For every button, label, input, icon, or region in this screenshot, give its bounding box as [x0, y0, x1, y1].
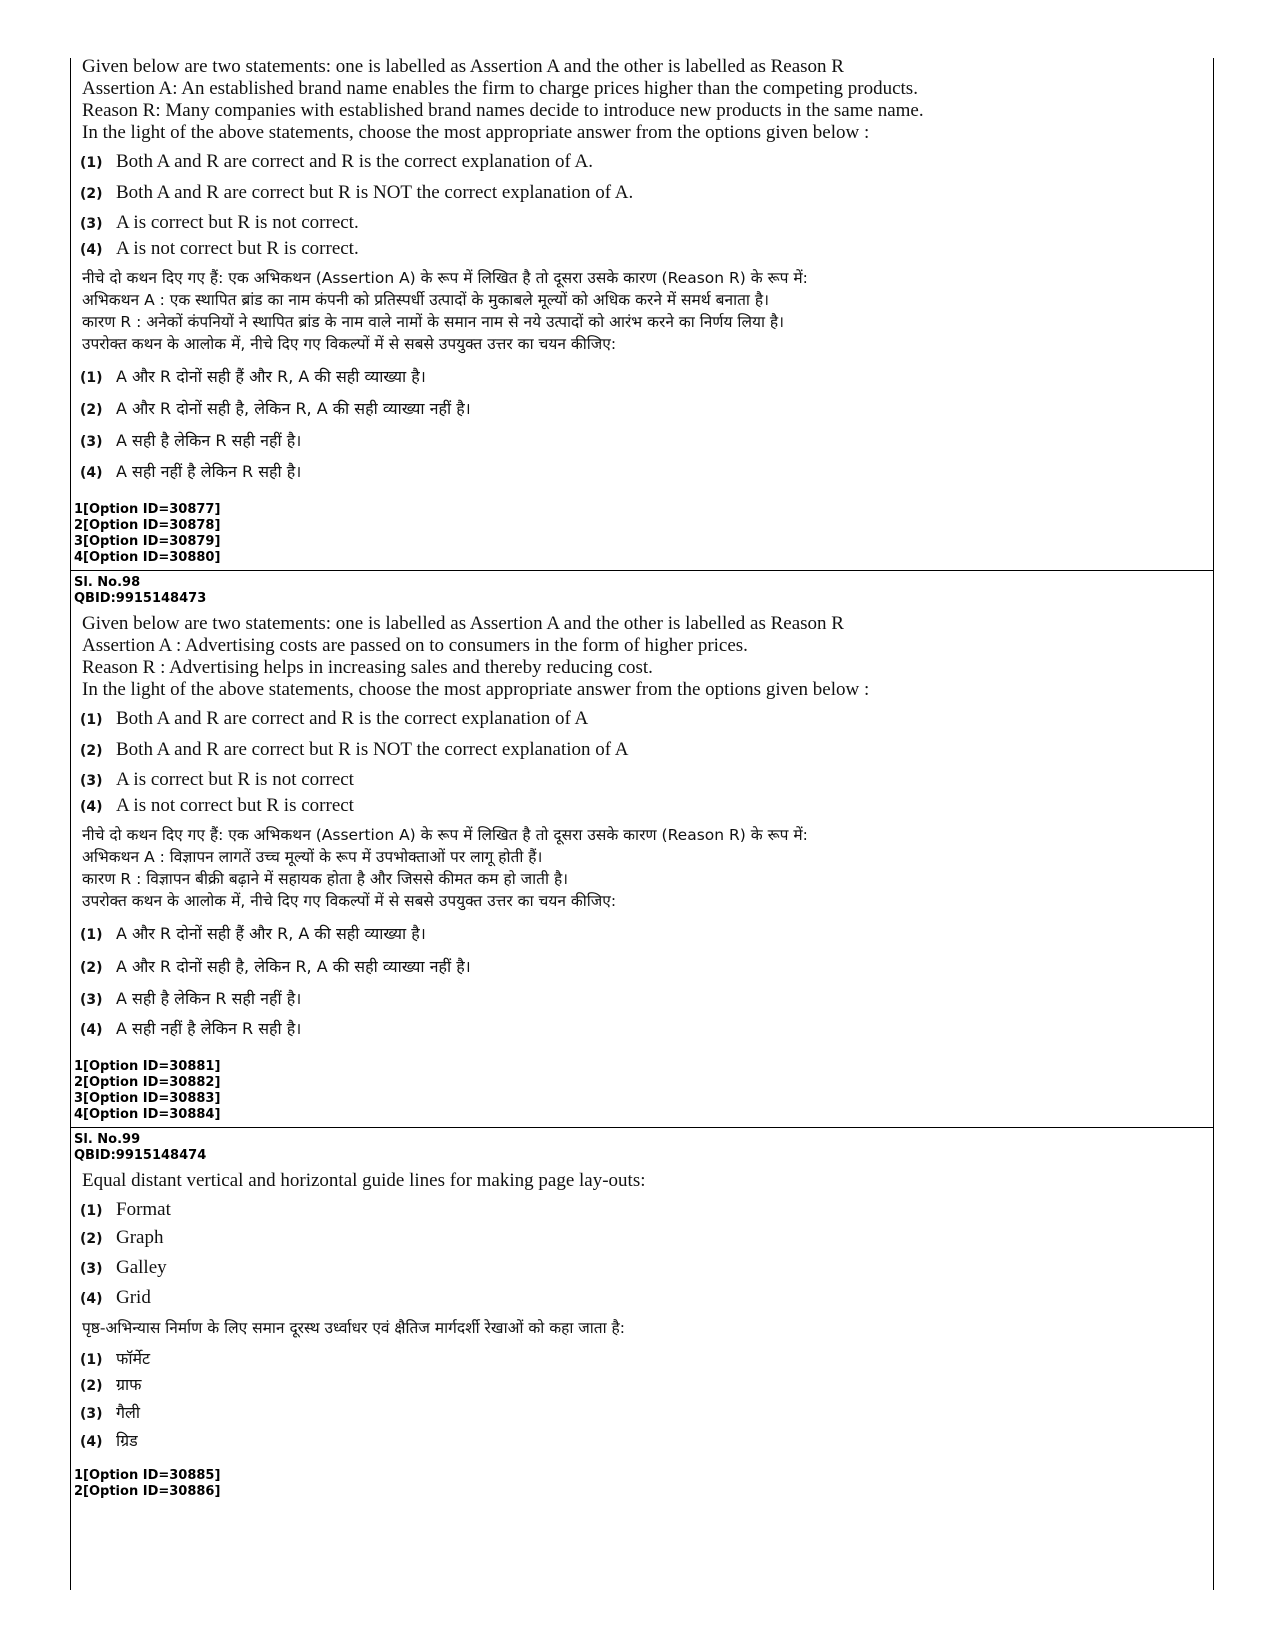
option-text: A सही नहीं है लेकिन R सही है।	[116, 462, 302, 481]
option-1	[80, 151, 593, 173]
option-text: Galley	[116, 1257, 167, 1278]
hindi-option-2	[80, 1373, 142, 1395]
option-2	[80, 182, 633, 204]
option-number: (2)	[80, 1378, 103, 1394]
option-id: 2[Option ID=30882]	[74, 1075, 221, 1090]
hindi-question-line: नीचे दो कथन दिए गए हैं: एक अभिकथन (Assertion A) के रूप में लिखित है तो दूसरा उसके कारण (Reason R) के रूप में:	[82, 826, 808, 844]
option-3	[80, 212, 359, 234]
option-id: 4[Option ID=30884]	[74, 1107, 221, 1122]
option-number: (2)	[80, 402, 103, 418]
option-text: A और R दोनों सही है, लेकिन R, A की सही व्याख्या नहीं है।	[116, 399, 471, 418]
hindi-instruction: उपरोक्त कथन के आलोक में, नीचे दिए गए विकल्पों में से सबसे उपयुक्त उत्तर का चयन कीजिए:	[82, 892, 617, 910]
hindi-assertion-text: अभिकथन A : एक स्थापित ब्रांड का नाम कंपनी को प्रतिस्पर्धी उत्पादों के मुकाबले मूल्यों काे अधिक करने में समर्थ बनाता है।	[82, 291, 769, 309]
qbid: QBID:9915148474	[74, 1148, 207, 1163]
option-text: फॉर्मेट	[116, 1349, 151, 1368]
option-number: (4)	[80, 1022, 103, 1038]
option-id: 2[Option ID=30886]	[74, 1484, 221, 1499]
option-text: Both A and R are correct and R is the correct explanation of A.	[116, 151, 593, 172]
reason-text: Reason R : Advertising helps in increasing sales and thereby reducing cost.	[82, 657, 653, 678]
option-text: Both A and R are correct but R is NOT the correct explanation of A.	[116, 182, 634, 203]
option-number: (3)	[80, 216, 103, 232]
option-text: A और R दोनों सही हैं और R, A की सही व्याख्या है।	[116, 367, 426, 386]
serial-number: Sl. No.99	[74, 1132, 141, 1147]
option-number: (1)	[80, 155, 103, 171]
option-text: A सही है लेकिन R सही नहीं है।	[116, 431, 302, 450]
option-text: A is correct but R is not correct	[116, 769, 354, 790]
question-instruction: In the light of the above statements, choose the most appropriate answer from the options given below :	[82, 679, 870, 700]
option-1	[80, 708, 588, 730]
option-text: Grid	[116, 1287, 151, 1308]
hindi-reason-text: कारण R : विज्ञापन बीक्री बढ़ाने में सहायक होता है और जिससे कीमत कम हो जाती है।	[82, 870, 569, 888]
question-instruction: In the light of the above statements, choose the most appropriate answer from the options given below :	[82, 122, 870, 143]
option-id: 4[Option ID=30880]	[74, 550, 221, 565]
hindi-option-1	[80, 1347, 150, 1369]
option-text: A और R दोनों सही है, लेकिन R, A की सही व्याख्या नहीं है।	[116, 957, 471, 976]
option-id: 2[Option ID=30878]	[74, 518, 221, 533]
option-number: (2)	[80, 960, 103, 976]
option-number: (4)	[80, 799, 103, 815]
option-id: 1[Option ID=30885]	[74, 1468, 221, 1483]
option-3	[80, 1257, 167, 1279]
option-id: 3[Option ID=30883]	[74, 1091, 221, 1106]
option-number: (4)	[80, 1291, 103, 1307]
question-divider	[70, 570, 1213, 571]
question-text-line: Given below are two statements: one is labelled as Assertion A and the other is labelled as Reason R	[82, 56, 844, 77]
hindi-option-2	[80, 955, 471, 977]
option-number: (1)	[80, 927, 103, 943]
option-4	[80, 795, 354, 817]
assertion-text: Assertion A : Advertising costs are passed on to consumers in the form of higher prices.	[82, 635, 748, 656]
option-id: 1[Option ID=30877]	[74, 502, 221, 517]
hindi-option-4	[80, 460, 301, 482]
option-text: गैली	[116, 1403, 141, 1422]
option-number: (3)	[80, 773, 103, 789]
hindi-instruction: उपरोक्त कथन के आलोक में, नीचे दिए गए विकल्पों में से सबसे उपयुक्त उत्तर का चयन कीजिए:	[82, 335, 617, 353]
option-number: (4)	[80, 465, 103, 481]
hindi-assertion-text: अभिकथन A : विज्ञापन लागतें उच्च मूल्यों के रूप में उपभोक्ताओं पर लागू होती हैं।	[82, 848, 543, 866]
option-2	[80, 739, 629, 761]
hindi-option-1	[80, 922, 426, 944]
hindi-option-2	[80, 397, 471, 419]
option-number: (2)	[80, 1231, 103, 1247]
option-1	[80, 1199, 171, 1221]
hindi-option-4	[80, 1017, 301, 1039]
option-number: (1)	[80, 712, 103, 728]
hindi-question-line: नीचे दो कथन दिए गए हैं: एक अभिकथन (Assertion A) के रूप में लिखित है तो दूसरा उसके कारण (Reason R) के रूप में:	[82, 269, 808, 287]
hindi-option-4	[80, 1429, 138, 1451]
question-text-line: Given below are two statements: one is labelled as Assertion A and the other is labelled as Reason R	[82, 613, 844, 634]
option-number: (2)	[80, 743, 103, 759]
option-number: (1)	[80, 370, 103, 386]
option-number: (4)	[80, 1434, 103, 1450]
option-id: 3[Option ID=30879]	[74, 534, 221, 549]
serial-number: Sl. No.98	[74, 575, 141, 590]
option-text: A और R दोनों सही हैं और R, A की सही व्याख्या है।	[116, 924, 426, 943]
option-number: (3)	[80, 992, 103, 1008]
question-divider	[70, 1127, 1213, 1128]
qbid: QBID:9915148473	[74, 591, 207, 606]
option-text: A is not correct but R is correct.	[116, 238, 359, 259]
option-4	[80, 1287, 151, 1309]
hindi-reason-text: कारण R : अनेकों कंपनियों ने स्थापित ब्रांड के नाम वाले नामों के समान नाम से नये उत्पादों को आरंभ करने का निर्णय लिया है।	[82, 313, 784, 331]
option-3	[80, 769, 354, 791]
hindi-option-3	[80, 429, 301, 451]
hindi-option-3	[80, 1401, 140, 1423]
reason-text: Reason R: Many companies with established brand names decide to introduce new products in the same name.	[82, 100, 924, 121]
option-4	[80, 238, 359, 260]
option-text: Both A and R are correct and R is the correct explanation of A	[116, 708, 589, 729]
hindi-option-1	[80, 365, 426, 387]
question-text-line: Equal distant vertical and horizontal guide lines for making page lay-outs:	[82, 1170, 646, 1191]
option-2	[80, 1227, 163, 1249]
option-text: Format	[116, 1199, 171, 1220]
option-text: Both A and R are correct but R is NOT the correct explanation of A	[116, 739, 629, 760]
option-number: (1)	[80, 1352, 103, 1368]
option-text: ग्राफ	[116, 1375, 142, 1394]
hindi-option-3	[80, 987, 301, 1009]
option-text: A is not correct but R is correct	[116, 795, 354, 816]
hindi-question-line: पृष्ठ-अभिन्यास निर्माण के लिए समान दूरस्थ उर्ध्वाधर एवं क्षैतिज मार्गदर्शी रेखाओं को कहा जाता है:	[82, 1319, 626, 1337]
option-text: A is correct but R is not correct.	[116, 212, 359, 233]
option-text: ग्रिड	[116, 1431, 138, 1450]
assertion-text: Assertion A: An established brand name enables the firm to charge prices higher than the competing products.	[82, 78, 918, 99]
option-number: (4)	[80, 242, 103, 258]
option-number: (1)	[80, 1203, 103, 1219]
option-text: A सही है लेकिन R सही नहीं है।	[116, 989, 302, 1008]
option-text: A सही नहीं है लेकिन R सही है।	[116, 1019, 302, 1038]
option-id: 1[Option ID=30881]	[74, 1059, 221, 1074]
option-number: (3)	[80, 434, 103, 450]
option-number: (3)	[80, 1406, 103, 1422]
option-number: (3)	[80, 1261, 103, 1277]
option-number: (2)	[80, 186, 103, 202]
option-text: Graph	[116, 1227, 164, 1248]
